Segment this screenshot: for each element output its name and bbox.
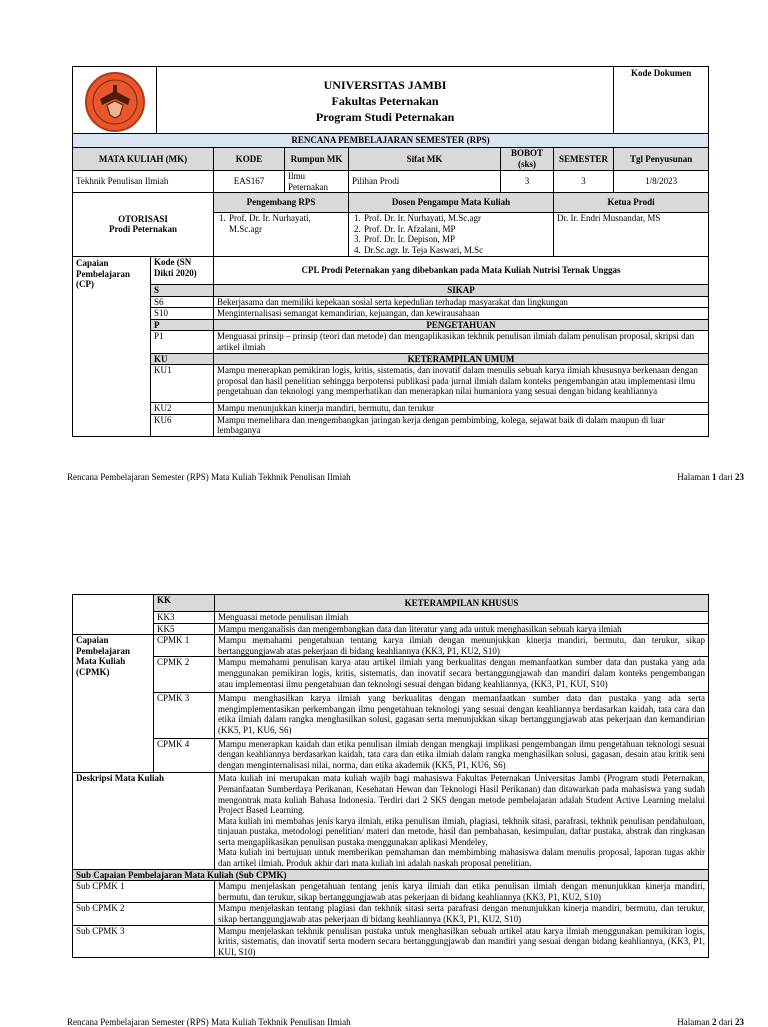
deskripsi-paragraph: Mata kuliah ini membahas jenis karya ilmiah, etika penulisan ilmiah, plagiasi, tekhnik sitasi, parafrasi, tekhnik penulisan pendahuluan, tinjauan pustaka, metodologi penelitian/ materi dan metode, hasil dan pembahasan, kesimpulan, daftar pustaka, abstrak dan ringkasan serta mengaplikasikan penulisan pustaka menggunakan aplikasi Mendeley,	[218, 815, 705, 847]
kk3-code: KK3	[154, 612, 215, 624]
sub-cpmk-code: Sub CPMK 2	[73, 903, 215, 925]
cpmk-text: Mampu menerapkan kaidah dan etika penulisan ilmiah dengan mengkaji implikasi pengembangan ilmu pengetahuan teknologi sesuai dengan keahliannya berdasarkan kaidah, tata cara dan etika ilmiah dalam rangka menghasilkan solusi, gagasan, desain atau kritik seni dengan menginternalisasi nilai, norma, dan etika akademik (KK5, P1, KU6, S6)	[215, 738, 709, 773]
deskripsi-label: Deskripsi Mata Kuliah	[73, 773, 215, 869]
halaman-label: Halaman	[677, 472, 710, 482]
ku6-text: Mampu memelihara dan mengembangkan jaringan kerja dengan pembimbing, kolega, sejawat baik di dalam maupun di luar lembaganya	[214, 414, 709, 436]
ku-label: KETERAMPILAN UMUM	[214, 353, 709, 365]
cp-kode-label: Kode (SN Dikti 2020)	[151, 257, 214, 285]
page-number: 2	[712, 1017, 717, 1027]
university-name: UNIVERSITAS JAMBI	[323, 78, 447, 92]
sikap-code: S	[151, 285, 214, 297]
page-counter	[677, 1017, 744, 1027]
p1-code: P1	[151, 331, 214, 353]
cpmk-code: CPMK 1	[154, 635, 215, 657]
dosen-item: 4. Dr.Sc.agr. Ir. Teja Kaswari, M.Sc	[363, 245, 550, 256]
footer-title: Rencana Pembelajaran Semester (RPS) Mata Kuliah Tekhnik Penulisan Ilmiah	[67, 472, 351, 482]
ku2-code: KU2	[151, 402, 214, 414]
page-number: 1	[712, 472, 717, 482]
course-rumpun: Ilmu Peternakan	[285, 171, 349, 193]
cpmk-code: CPMK 2	[154, 657, 215, 693]
cpmk-text: Mampu memahami pengetahuan tentang karya ilmiah dengan menunjukkan kinerja mandiri, bermutu, dan terukur, sikap bertanggungjawab atas pekerjaan di bidang keahliannya (KK3, P1, KU2, S10)	[215, 635, 709, 657]
kk-label: KETERAMPILAN KHUSUS	[215, 595, 709, 612]
cpmk-code: CPMK 3	[154, 693, 215, 738]
rps-header-table	[72, 66, 709, 257]
course-code: EAS167	[214, 171, 285, 193]
sub-cpmk-label: Sub Capaian Pembelajaran Mata Kuliah (Sub CPMK)	[73, 869, 709, 881]
course-sifat: Pilihan Prodi	[349, 171, 501, 193]
ku2-text: Mampu menunjukkan kinerja mandiri, bermutu, dan terukur	[214, 402, 709, 414]
s10-code: S10	[151, 308, 214, 320]
pengembang-list	[217, 213, 345, 234]
kode-dokumen-label: Kode Dokumen	[614, 67, 709, 134]
cpl-header: CPL Prodi Peternakan yang dibebankan pada Mata Kuliah Nutrisi Ternak Unggas	[214, 257, 709, 285]
s10-text: Menginternalisasi semangat kemandirian, kejuangan, dan kewirausahaan	[214, 308, 709, 320]
ku-code: KU	[151, 353, 214, 365]
total-pages: 23	[735, 1017, 744, 1027]
pengembang-item: 1. Prof. Dr. Ir. Nurhayati, M.Sc.agr	[228, 213, 345, 234]
dosen-label: Dosen Pengampu Mata Kuliah	[349, 193, 554, 213]
otorisasi-sublabel: Prodi Peternakan	[108, 224, 178, 235]
header-tgl: Tgl Penyusunan	[614, 148, 709, 171]
kk-spacer	[73, 595, 154, 635]
kk5-code: KK5	[154, 623, 215, 635]
otorisasi-label: OTORISASI	[118, 213, 168, 224]
cpmk-label: Capaian Pembelajaran Mata Kuliah (CPMK)	[73, 635, 154, 773]
course-tgl: 1/8/2023	[614, 171, 709, 193]
header-mk: MATA KULIAH (MK)	[73, 148, 214, 171]
deskripsi-cell	[215, 773, 709, 869]
dosen-item: 3. Prof. Dr. Ir. Depison, MP	[363, 234, 550, 245]
total-pages: 23	[735, 472, 744, 482]
header-semester: SEMESTER	[554, 148, 614, 171]
p-label: PENGETAHUAN	[214, 319, 709, 331]
dosen-item: 1. Prof. Dr. Ir. Nurhayati, M.Sc.agr	[363, 213, 550, 224]
program-name: Program Studi Peternakan	[315, 110, 455, 124]
header-sifat: Sifat MK	[349, 148, 501, 171]
s6-text: Bekerjasama dan memiliki kepekaan sosial serta kepedulian terhadap masyarakat dan lingkungan	[214, 296, 709, 308]
kk5-text: Mampu menganalisis dan mengembangkan data dan literatur yang ada untuk menghasilkan sebuah karya ilmiah	[215, 623, 709, 635]
cpmk-table	[72, 594, 709, 958]
dosen-list-cell	[349, 213, 554, 256]
university-logo	[84, 71, 146, 133]
sub-cpmk-text: Mampu menjelaskan pengetahuan tentang jenis karya ilmiah dan etika penulisan ilmiah dengan menunjukkan kinerja mandiri, bermutu, dan terukur, sikap bertanggungjawab atas pekerjaan di bidang keahliannya (KK3, P1, KU2, S10)	[215, 881, 709, 903]
ketua-name: Dr. Ir. Endri Musnandar, MS	[554, 213, 709, 256]
otorisasi-cell	[73, 193, 214, 256]
dosen-list	[352, 213, 550, 255]
course-bobot: 3	[501, 171, 554, 193]
kk-code: KK	[154, 595, 215, 612]
header-rumpun: Rumpun MK	[285, 148, 349, 171]
header-bobot: BOBOT (sks)	[501, 148, 554, 171]
sikap-label: SIKAP	[214, 285, 709, 297]
cpmk-text: Mampu menghasilkan karya ilmiah yang berkualitas dengan memanfaatkan sumber data dan pustaka yang ada serta mengimplementasikan perkembangan ilmu pengetahuan teknologi yang sesuai dengan keahliannya berdasarkan kaidah, tata cara dan etika ilmiah dalam rangka menghasilkan solusi, gagasan serta menunjukkan sikap bertanggungjawab atas pekerjaan dan kemandirian (KK5, P1, KU6, S6)	[215, 693, 709, 738]
footer-title: Rencana Pembelajaran Semester (RPS) Mata Kuliah Tekhnik Penulisan Ilmiah	[67, 1017, 351, 1027]
pengembang-label: Pengembang RPS	[214, 193, 349, 213]
rps-title: RENCANA PEMBELAJARAN SEMESTER (RPS)	[73, 134, 709, 148]
dosen-item: 2. Prof. Dr. Ir. Afzalani, MP	[363, 224, 550, 235]
deskripsi-paragraph: Mata kuliah ini merupakan mata kuliah wajib bagi mahasiswa Fakultas Peternakan Universitas Jambi (Program studi Peternakan, Pemanfaatan Sumberdaya Perikanan, Kesehatan Hewan dan Teknologi Hasil Perikanan) dan ditawarkan pada mahasiswa yang sudah mengontrak mata kuliah Bahasa Indonesia. Terdiri dari 2 SKS dengan metode pembelajaran adalah Student Active Learning melalui Project Based Learning.	[218, 773, 705, 816]
ku6-code: KU6	[151, 414, 214, 436]
sub-cpmk-text: Mampu menjelaskan tekhnik penulisan pustaka untuk menghasilkan sebuah artikel atau karya ilmiah menggunakan pemikiran logis, kritis, sistematis, dan inovatif serta modern secara bertanggungjawab dan mandiri yang sesuai dengan bidang keahliannya, (KK3, P1, KUI, S10)	[215, 925, 709, 958]
institution-title-cell	[157, 67, 614, 134]
halaman-label: Halaman	[677, 1017, 710, 1027]
sub-cpmk-text: Mampu menjelaskan tentang plagiasi dan tekhnik sitasi serta parafrasi dengan menunjukkan kinerja mandiri, bermutu, dan terukur, sikap bertanggungjawab atas pekerjaan di bidang keahliannya (KK3, P1, KU2, S10)	[215, 903, 709, 925]
ku1-text: Mampu menerapkan pemikiran logis, kritis, sistematis, dan inovatif dalam menulis sebuah karya ilmiah khususnya berkenaan dengan proposal dan hasil penelitian sehingga berpotensi publikasi pada jurnal ilmiah dalam konteks pengembangan atau implementasi ilmu pengetahuan dan teknologi yang memperhatikan dan menerapkan nilai humaniora yang sesuai dengan bidang keahliannya	[214, 365, 709, 403]
deskripsi-paragraph: Mata kuliah ini bertujuan untuk memberikan pemahaman dan membimbing mahasiswa dalam menulis proposal, laporan tugas akhir dan artikel ilmiah. Produk akhir dari mata kuliah ini adalah naskah proposal penelitian.	[218, 847, 705, 869]
pengembang-list-cell	[214, 213, 349, 256]
course-semester: 3	[554, 171, 614, 193]
course-name: Tekhnik Penulisan Ilmiah	[73, 171, 214, 193]
cpmk-code: CPMK 4	[154, 738, 215, 773]
kk3-text: Menguasai metode penulisan ilmiah	[215, 612, 709, 624]
sub-cpmk-code: Sub CPMK 3	[73, 925, 215, 958]
dari-label: dari	[718, 1017, 733, 1027]
page-counter	[677, 472, 744, 482]
sub-cpmk-code: Sub CPMK 1	[73, 881, 215, 903]
p-code: P	[151, 319, 214, 331]
ku1-code: KU1	[151, 365, 214, 403]
university-logo-cell	[73, 67, 157, 134]
cpmk-text: Mampu memahami penulisan karya atau artikel ilmiah yang berkualitas dengan memanfaatkan sumber data dan pustaka yang ada menggunakan pemikiran logis, kritis, sistematis, dan inovatif secara bertanggungjawab dan mandiri dalam konteks pengembangan atau implementasi ilmu pengetahuan dan teknologi sesuai dengan bidang keahliannya, (KK3, P1, KUI, S10)	[215, 657, 709, 693]
cp-label: Capaian Pembelajaran (CP)	[73, 257, 151, 437]
ketua-label: Ketua Prodi	[554, 193, 709, 213]
s6-code: S6	[151, 296, 214, 308]
p1-text: Menguasai prinsip – prinsip (teori dan metode) dan mengaplikasikan tekhnik penulisan ilmiah dalam penulisan proposal, skripsi dan artikel ilmiah	[214, 331, 709, 353]
dari-label: dari	[718, 472, 733, 482]
header-kode: KODE	[214, 148, 285, 171]
faculty-name: Fakultas Peternakan	[331, 94, 439, 108]
cp-table	[72, 256, 709, 437]
